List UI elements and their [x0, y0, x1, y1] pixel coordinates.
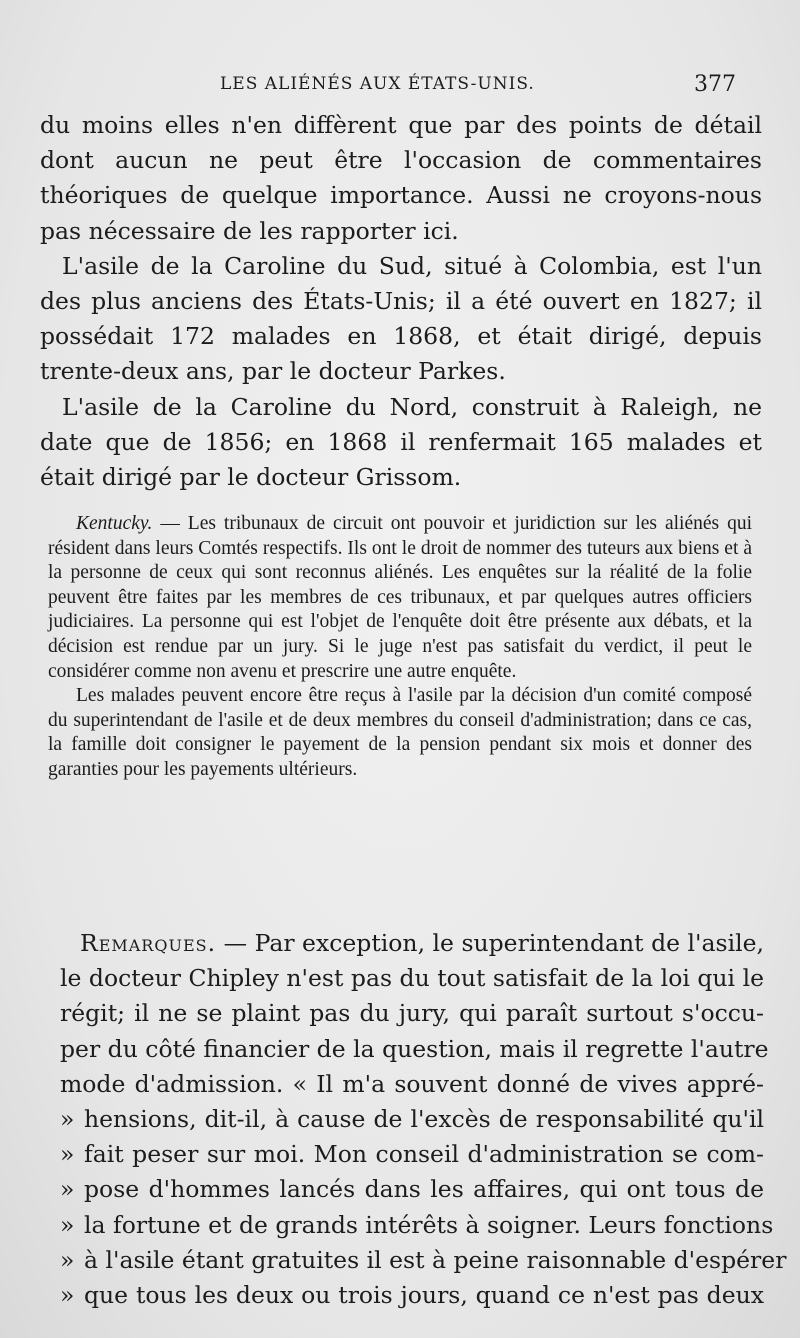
- page-number: 377: [694, 72, 736, 97]
- remarks-line: mode d'admission. « Il m'a souvent donné de vives appré-: [60, 1069, 764, 1098]
- quoted-line: » que tous les deux ou trois jours, quand ce n'est pas deux: [60, 1278, 764, 1313]
- remarks-line: [60, 926, 764, 961]
- kentucky-text: — Les tribunaux de circuit ont pouvoir et juridiction sur les aliénés qui résident dans leurs Comtés respectifs. Ils ont le droit de nommer des tuteurs aux biens et à la personne de ceux qui sont reconnus aliénés. Les enquêtes sur la réalité de la folie peuvent être faites par les membres de ces tribunaux, et par quelques autres officiers judiciaires. La personne qui est l'objet de l'enquête doit être présente aux débats, et la décision est rendue par un jury. Si le juge n'est pas satisfait du verdict, il peut le considérer comme non avenu et prescrire une autre enquête.: [48, 513, 752, 682]
- quoted-line: » à l'asile étant gratuites il est à peine raisonnable d'espérer: [60, 1243, 764, 1278]
- admission-paragraph: Les malades peuvent encore être reçus à l'asile par la décision d'un comité composé du superintendant de l'asile et de deux membres du conseil d'administration; dans ce cas, la famille doit consigner le payement de la pension pendant six mois et donner des garanties pour les payements ultérieurs.: [48, 685, 752, 780]
- remarks-line: le docteur Chipley n'est pas du tout satisfait de la loi qui le: [60, 964, 764, 993]
- quoted-line: » pose d'hommes lancés dans les affaires, qui ont tous de: [60, 1172, 764, 1207]
- kentucky-paragraph: [48, 512, 752, 684]
- quoted-line: » fait peser sur moi. Mon conseil d'administration se com-: [60, 1137, 764, 1172]
- remarks-block: [60, 926, 787, 1313]
- paragraph-south-carolina: L'asile de la Caroline du Sud, situé à Colombia, est l'un des plus anciens des États-Unis; il a été ouvert en 1827; il possédait 172 malades en 1868, et était dirigé, depuis trente-deux ans, par le docteur Parkes.: [40, 251, 762, 386]
- top-text-block: [40, 108, 762, 495]
- running-title: LES ALIÉNÉS AUX ÉTATS-UNIS.: [220, 74, 535, 94]
- quote-mark: »: [60, 1210, 75, 1239]
- remarks-line: régit; il ne se plaint pas du jury, qui paraît surtout s'occu-: [60, 999, 764, 1028]
- paragraph-continuation: du moins elles n'en diffèrent que par des points de détail dont aucun ne peut être l'occasion de commentaires théoriques de quelque importance. Aussi ne croyons-nous pas nécessaire de les rapporter ici.: [40, 111, 762, 245]
- quoted-line: » la fortune et de grands intérêts à soigner. Leurs fonctions: [60, 1208, 764, 1243]
- remarks-label: Remarques.: [80, 929, 217, 957]
- remarks-line-text: Remarques. — Par exception, le superintendant de l'asile,: [80, 929, 764, 957]
- quote-mark: »: [60, 1140, 75, 1169]
- quote-mark: »: [60, 1280, 75, 1309]
- quote-mark: »: [60, 1175, 75, 1204]
- kentucky-label: Kentucky.: [76, 513, 153, 534]
- quote-mark: »: [60, 1104, 75, 1133]
- quoted-line: » hensions, dit-il, à cause de l'excès de responsabilité qu'il: [60, 1102, 764, 1137]
- paragraph-north-carolina: L'asile de la Caroline du Nord, construit à Raleigh, ne date que de 1856; en 1868 il renfermait 165 malades et était dirigé par le docteur Grissom.: [40, 392, 762, 492]
- remarks-line: per du côté financier de la question, mais il regrette l'autre: [60, 1034, 769, 1063]
- quote-mark: »: [60, 1245, 75, 1274]
- page-header: [40, 74, 760, 104]
- kentucky-note-block: [48, 512, 752, 783]
